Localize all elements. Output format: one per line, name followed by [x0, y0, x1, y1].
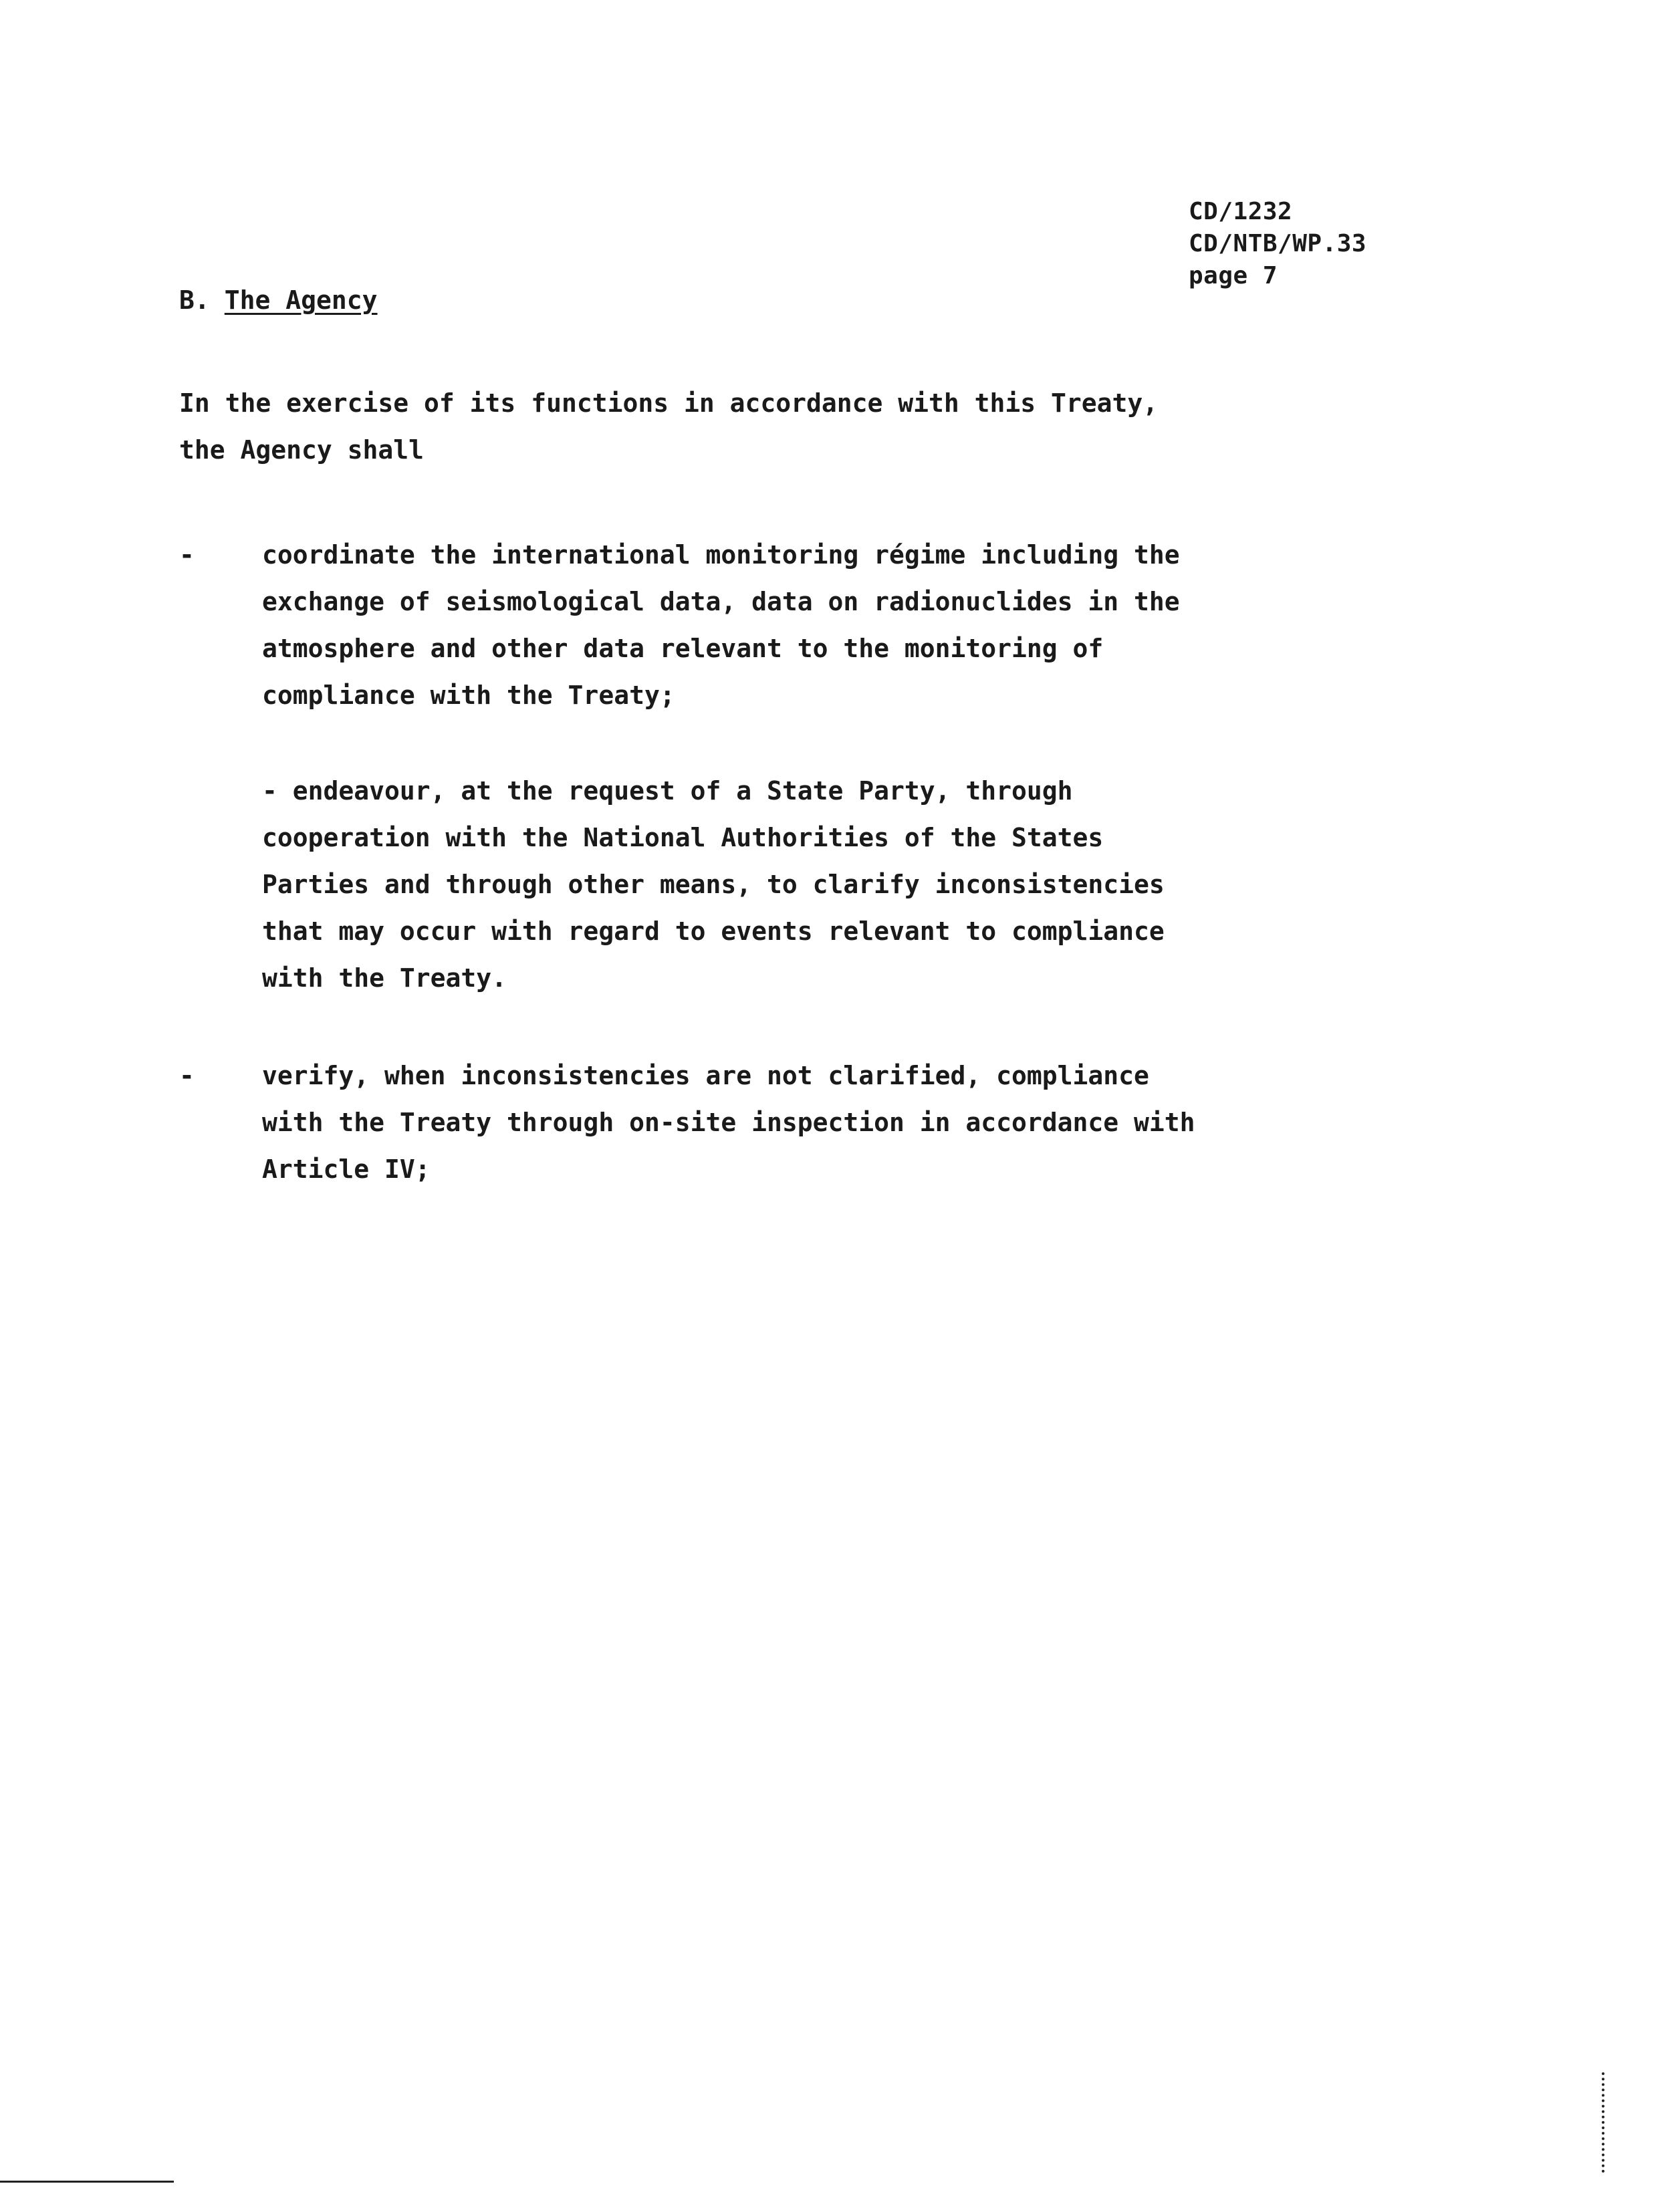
section-letter: B.	[179, 285, 210, 315]
document-reference-block	[1189, 196, 1366, 292]
text-line: - endeavour, at the request of a State Party, through	[262, 776, 1073, 806]
text-line: with the Treaty through on-site inspection in accordance with	[262, 1108, 1195, 1137]
text-line: cooperation with the National Authorities of the States	[262, 823, 1104, 852]
text-line: coordinate the international monitoring régime including the	[262, 540, 1180, 570]
text-line: that may occur with regard to events relevant to compliance	[262, 917, 1165, 946]
list-bullet-dash: -	[179, 540, 195, 570]
text-line: verify, when inconsistencies are not clarified, compliance	[262, 1061, 1149, 1090]
list-item-text	[262, 767, 1399, 1001]
section-heading	[179, 283, 378, 317]
text-line: atmosphere and other data relevant to the monitoring of	[262, 634, 1104, 663]
document-symbol-secondary: CD/NTB/WP.33	[1189, 230, 1367, 257]
list-bullet-dash: -	[179, 1061, 195, 1090]
text-line: Parties and through other means, to clarify inconsistencies	[262, 870, 1165, 899]
scan-bottom-edge	[0, 2181, 174, 2183]
scan-edge-mark	[1602, 2072, 1607, 2173]
intro-line: the Agency shall	[179, 435, 425, 465]
document-symbol-primary: CD/1232	[1189, 198, 1293, 225]
intro-paragraph	[179, 380, 1316, 473]
text-line: Article IV;	[262, 1154, 431, 1184]
list-item-text	[262, 531, 1399, 719]
text-line: with the Treaty.	[262, 963, 507, 993]
page-number: page 7	[1189, 262, 1278, 289]
list-item-text	[262, 1052, 1399, 1193]
text-line: compliance with the Treaty;	[262, 681, 675, 710]
intro-line: In the exercise of its functions in accordance with this Treaty,	[179, 388, 1159, 418]
section-title: The Agency	[224, 285, 378, 315]
text-line: exchange of seismological data, data on radionuclides in the	[262, 587, 1180, 616]
